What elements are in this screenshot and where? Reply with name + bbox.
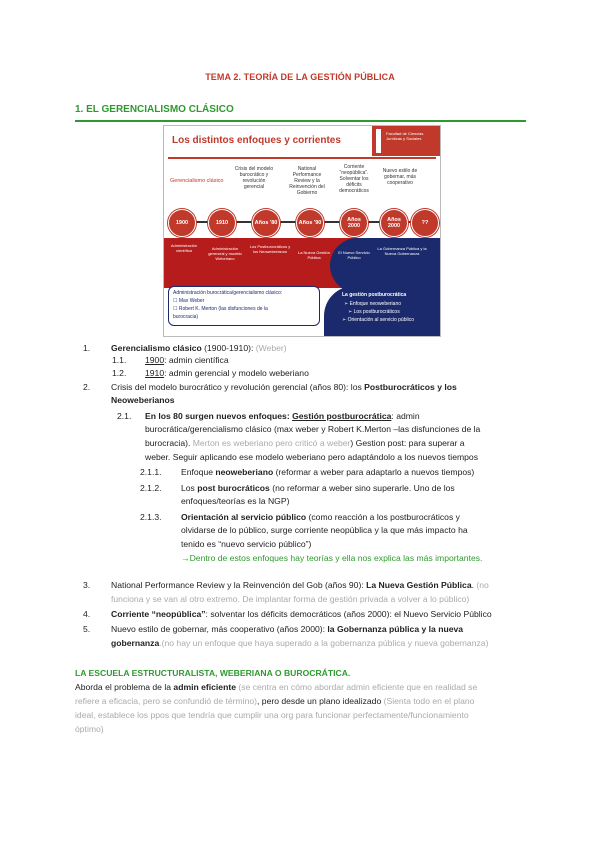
logo-text: Facultad de Ciencias Jurídicas y Sociales bbox=[386, 131, 424, 141]
list-item: 1900: admin científica bbox=[145, 355, 229, 365]
list-num: 5. bbox=[83, 624, 91, 634]
list-num: 1. bbox=[83, 343, 91, 353]
postbureaucratic-box bbox=[324, 286, 440, 336]
list-item-cont: Neoweberianos bbox=[111, 395, 175, 405]
list-num: 1.1. bbox=[112, 355, 127, 365]
list-item: Crisis del modelo burocrático y revolución gerencial (años 80): los Postburocráticos y los bbox=[111, 382, 457, 392]
list-item: En los 80 surgen nuevos enfoques: Gestión postburocrática: admin bbox=[145, 411, 420, 421]
paragraph-line: refiere a eficacia, pero se confundió de término), pero desde un plano idealizado (Sienta todo en el plano bbox=[75, 696, 475, 706]
box-line: Administración burocrática/gerencialismo clásico: bbox=[173, 290, 283, 296]
year-marker: Años '80 bbox=[252, 209, 280, 237]
list-item: Corriente “neopública”: solventar los déficits democráticos (años 2000): el Nuevo Servicio Público bbox=[111, 609, 492, 619]
faculty-logo bbox=[372, 126, 440, 156]
list-item-cont: funciona y se van al otro extremo. De implantar forma de gestión privada a volver a lo público) bbox=[111, 594, 470, 604]
list-num: 4. bbox=[83, 609, 91, 619]
col-label: Nuevo estilo de gobernar, más cooperativo bbox=[382, 168, 418, 186]
col-label: Crisis del modelo burocrático y revolución gerencial bbox=[234, 166, 274, 190]
list-item: Orientación al servicio público (como reacción a los postburocráticos y bbox=[181, 512, 460, 522]
slide-rule bbox=[168, 157, 436, 159]
list-num: 2.1. bbox=[117, 411, 132, 421]
band-label: Los Postburocráticos y los Neoweberianos bbox=[249, 244, 291, 254]
list-item-cont: gobernanza.(no hay un enfoque que haya superado a la gobernanza pública y nueva gobernanza) bbox=[111, 638, 489, 648]
year-marker: Años 2000 bbox=[380, 209, 408, 237]
slide-title: Los distintos enfoques y corrientes bbox=[172, 135, 341, 146]
list-item: Gerencialismo clásico (1900-1910): (Weber) bbox=[111, 343, 287, 353]
box-line: ☐ Max Weber bbox=[173, 298, 205, 304]
list-num: 2. bbox=[83, 382, 91, 392]
paragraph-line: óptimo) bbox=[75, 724, 104, 734]
logo-mark-icon bbox=[376, 129, 381, 153]
weber-box bbox=[168, 286, 320, 326]
col-label: National Performance Review y la Reinvención del Gobierno bbox=[289, 166, 325, 196]
year-marker: ?? bbox=[411, 209, 439, 237]
list-item: 1910: admin gerencial y modelo weberiano bbox=[145, 368, 309, 378]
band-label: El Nuevo Servicio Público bbox=[338, 250, 370, 260]
paragraph-line: Aborda el problema de la admin eficiente (se centra en cómo abordar admin eficiente que en realidad se bbox=[75, 682, 478, 692]
slide-header bbox=[164, 126, 440, 156]
list-item: Los post burocráticos (no reformar a weber sino superarle. Uno de los bbox=[181, 483, 455, 493]
list-num: 3. bbox=[83, 580, 91, 590]
section-rule bbox=[75, 120, 526, 122]
box-line: burocracia) bbox=[173, 314, 199, 320]
band-label: Administración gerencial y modelo Weberiano bbox=[208, 246, 242, 261]
green-note: →Dentro de estos enfoques hay teorías y ella nos explica las más importantes. bbox=[181, 553, 483, 563]
list-item: Enfoque neoweberiano (reformar a weber para adaptarlo a nuevos tiempos) bbox=[181, 467, 475, 477]
section2-heading: LA ESCUELA ESTRUCTURALISTA, WEBERIANA O BUROCRÁTICA. bbox=[75, 668, 351, 678]
list-item-cont: tenido es “nuevo servicio público”) bbox=[181, 539, 312, 549]
year-marker: 1900 bbox=[168, 209, 196, 237]
page-title: TEMA 2. TEORÍA DE LA GESTIÓN PÚBLICA bbox=[205, 72, 395, 82]
year-marker: 1910 bbox=[208, 209, 236, 237]
navy-item: ➢ Enfoque neoweberiano bbox=[344, 301, 402, 307]
list-num: 2.1.3. bbox=[140, 512, 162, 522]
list-num: 1.2. bbox=[112, 368, 127, 378]
band-label: Administración científica bbox=[170, 243, 198, 253]
list-num: 2.1.1. bbox=[140, 467, 162, 477]
gerencialismo-label: Gerencialismo clásico bbox=[170, 178, 224, 184]
section-heading: 1. EL GERENCIALISMO CLÁSICO bbox=[75, 104, 234, 115]
year-marker: Años '90 bbox=[296, 209, 324, 237]
list-item: Nuevo estilo de gobernar, más cooperativo (años 2000): la Gobernanza pública y la nueva bbox=[111, 624, 464, 634]
list-item-cont: burocracia). Merton es weberiano pero criticó a weber) Gestion post: para superar a bbox=[145, 438, 465, 448]
band-label: La Nueva Gestión Pública bbox=[297, 250, 331, 260]
navy-item: ➢ Los postburocráticos bbox=[348, 309, 400, 315]
list-item: National Performance Review y la Reinvención del Gob (años 90): La Nueva Gestión Pública. (no bbox=[111, 580, 489, 590]
list-num: 2.1.2. bbox=[140, 483, 162, 493]
year-marker: Años 2000 bbox=[340, 209, 368, 237]
list-item-cont: burocrática/gerencialismo clásico (max weber y Robert K.Merton –las disfunciones de la bbox=[145, 424, 481, 434]
list-item-cont: enfoques/teorías es la NGP) bbox=[181, 496, 290, 506]
navy-item: ➢ Orientación al servicio público bbox=[342, 317, 414, 323]
box-line: ☐ Robert K. Merton (las disfunciones de la bbox=[173, 306, 268, 312]
paragraph-line: ideal, establece los ppos que tendría que cumplir una org para funcionar perfectamente/funcionamiento bbox=[75, 710, 469, 720]
slide-figure bbox=[163, 125, 441, 337]
navy-title: La gestión postburocrática bbox=[342, 292, 407, 298]
list-item-cont: weber. Seguir aplicando ese modelo weberiano pero adaptándolo a los nuevos tiempos bbox=[145, 452, 478, 462]
list-item-cont: olvidarse de lo público, surge corriente neopública y la que más impacto ha bbox=[181, 525, 468, 535]
band-label: La Gobernanza Pública y la Nueva Gobernanza bbox=[377, 246, 427, 256]
col-label: Corriente “neopública”. Solventar los déficits democráticos bbox=[339, 164, 369, 194]
